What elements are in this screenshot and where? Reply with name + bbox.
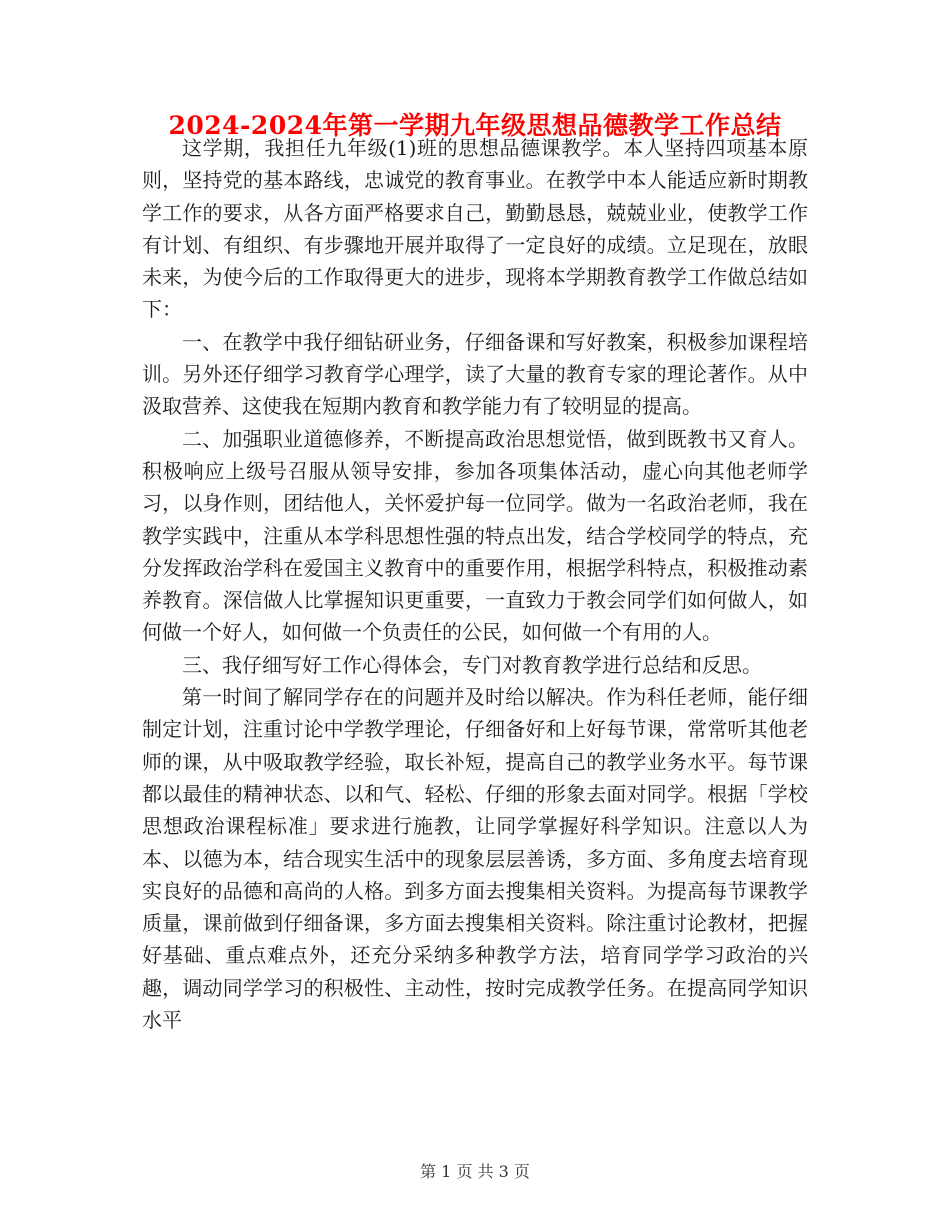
document-title: 2024-2024年第一学期九年级思想品德教学工作总结	[168, 111, 782, 140]
page-number-footer: 第 1 页 共 3 页	[420, 1162, 530, 1181]
paragraph-section-3-detail: 第一时间了解同学存在的问题并及时给以解决。作为科任老师，能仔细制定计划，注重讨论中学教学理论，仔细备好和上好每节课，常常听其他老师的课，从中吸取教学经验，取长补短，提高自己的教学业务水平。每节课都以最佳的精神状态、以和气、轻松、仔细的形象去面对同学。根据「学校思想政治课程标准」要求进行施教，让同学掌握好科学知识。注意以人为本、以德为本，结合现实生活中的现象层层善诱，多方面、多角度去培育现实良好的品德和高尚的人格。到多方面去搜集相关资料。为提高每节课教学质量，课前做到仔细备课，多方面去搜集相关资料。除注重讨论教材，把握好基础、重点难点外，还充分采纳多种教学方法，培育同学学习政治的兴趣，调动同学学习的积极性、主动性，按时完成教学任务。在提高同学知识水平	[142, 685, 808, 1033]
paragraph-section-3: 三、我仔细写好工作心得体会，专门对教育教学进行总结和反思。	[182, 652, 762, 677]
document-body	[142, 132, 808, 1036]
paragraph-intro: 这学期，我担任九年级(1)班的思想品德课教学。本人坚持四项基本原则，坚持党的基本路线，忠诚党的教育事业。在教学中本人能适应新时期教学工作的要求，从各方面严格要求自己，勤勤恳恳，兢兢业业，使教学工作有计划、有组织、有步骤地开展并取得了一定良好的成绩。立足现在，放眼未来，为使今后的工作取得更大的进步，现将本学期教育教学工作做总结如下：	[142, 136, 808, 322]
paragraph-section-1: 一、在教学中我仔细钻研业务，仔细备课和写好教案，积极参加课程培训。另外还仔细学习教育学心理学，读了大量的教育专家的理论著作。从中汲取营养、这使我在短期内教育和教学能力有了较明显的提高。	[142, 329, 808, 419]
paragraph-section-2: 二、加强职业道德修养，不断提高政治思想觉悟，做到既教书又育人。积极响应上级号召服从领导安排，参加各项集体活动，虚心向其他老师学习，以身作则，团结他人，关怀爱护每一位同学。做为一名政治老师，我在教学实践中，注重从本学科思想性强的特点出发，结合学校同学的特点，充分发挥政治学科在爱国主义教育中的重要作用，根据学科特点，积极推动素养教育。深信做人比掌握知识更重要，一直致力于教会同学们如何做人，如何做一个好人，如何做一个负责任的公民，如何做一个有用的人。	[142, 426, 808, 645]
